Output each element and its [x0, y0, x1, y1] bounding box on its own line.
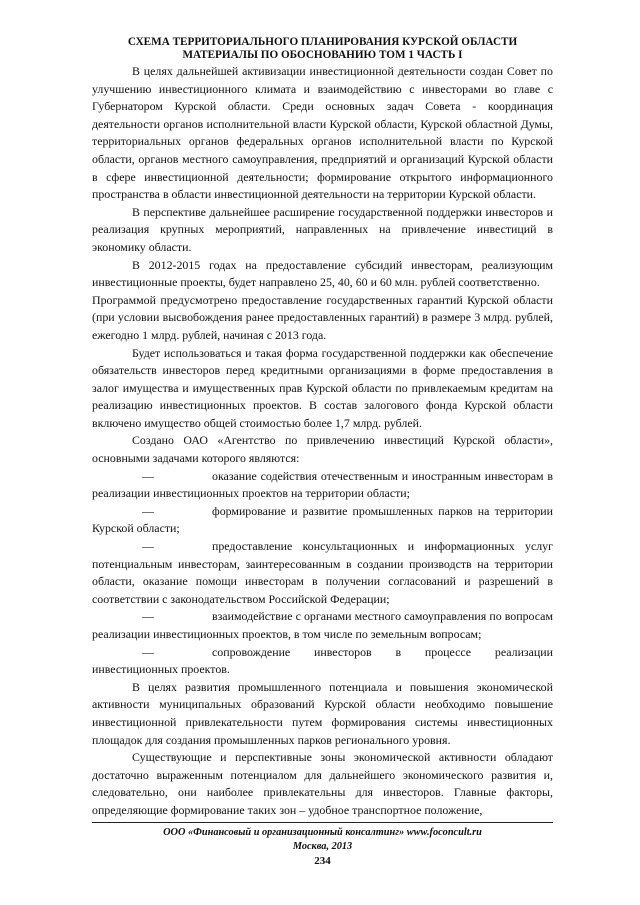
page-number: 234 — [314, 855, 331, 867]
header-title: СХЕМА ТЕРРИТОРИАЛЬНОГО ПЛАНИРОВАНИЯ КУРСКОЙ ОБЛАСТИ — [127, 36, 518, 48]
document-footer — [92, 826, 553, 853]
header-subtitle: МАТЕРИАЛЫ ПО ОБОСНОВАНИЮ ТОМ 1 ЧАСТЬ I — [182, 49, 463, 61]
list-dash: — — [142, 644, 154, 659]
paragraph-council: В целях дальнейшей активизации инвестиционной деятельности создан Совет по улучшению инвестиционного климата и взаимодействию с инвесторами во главе с Губернатором Курской области. Среди основных задач Совета - координация деятельности органов исполнительной власти Курской области, Курской областной Думы, территориальных органов федеральных органов исполнительной власти по Курской области, органов местного самоуправления, предприятий и организаций Курской области в сфере инвестиционной деятельности; формирование открытого информационного пространства в области инвестиционной деятельности на территории Курской области. — [92, 64, 553, 202]
list-item — [92, 538, 553, 608]
paragraph-collateral: Будет использоваться и такая форма государственной поддержки как обеспечение обязательств инвесторов перед кредитными организациями в форме предоставления в залог имущества и имущественных прав Курской области по привлекаемым кредитам на реализацию инвестиционных проектов. В состав залогового фонда Курской области включено имущество общей стоимостью более 1,7 млрд. рублей. — [92, 345, 553, 430]
list-item — [92, 468, 553, 503]
list-item-text: взаимодействие с органами местного самоуправления по вопросам реализации инвестиционных проектов, в том числе по земельным вопросам; — [92, 609, 553, 641]
paragraph-agency: Создано ОАО «Агентство по привлечению инвестиций Курской области», основными задачами которого являются: — [92, 433, 553, 466]
list-dash: — — [142, 539, 154, 554]
list-item-text: формирование и развитие промышленных парков на территории Курской области; — [92, 503, 553, 536]
list-dash: — — [142, 468, 154, 483]
list-item — [92, 503, 553, 538]
paragraph-industrial-potential: В целях развития промышленного потенциала и повышения экономической активности муниципальных образований Курской области необходимо повышение инвестиционной привлекательности путем формирования системы инвестиционных площадок для создания промышленных парков регионального уровня. — [92, 679, 553, 747]
footer-company: ООО «Финансовый и организационный консалтинг» www.foconcult.ru — [163, 827, 482, 838]
footer-divider — [92, 822, 553, 823]
paragraph-subsidies: В 2012-2015 годах на предоставление субсидий инвесторам, реализующим инвестиционные проекты, будет направлено 25, 40, 60 и 60 млн. рублей соответственно. — [92, 257, 553, 290]
list-dash: — — [142, 609, 154, 624]
list-item-text: сопровождение инвесторов в процессе реализации инвестиционных проектов. — [92, 644, 553, 677]
paragraph-support: В перспективе дальнейшее расширение государственной поддержки инвесторов и реализация крупных мероприятий, направленных на привлечение инвестиций в экономику области. — [92, 204, 553, 254]
list-dash: — — [142, 503, 154, 518]
list-item — [92, 608, 553, 643]
list-item-text: оказание содействия отечественным и иностранным инвесторам в реализации инвестиционных проектов на территории области; — [92, 468, 553, 501]
list-item — [92, 644, 553, 679]
paragraph-economic-zones: Существующие и перспективные зоны экономической активности обладают достаточно выраженным потенциалом для дальнейшего экономического развития и, следовательно, они наиболее привлекательны для инвесторов. Главные факторы, определяющие формирование таких зон – удобное транспортное положение, — [92, 750, 553, 817]
document-header — [92, 36, 553, 62]
list-item-text: предоставление консультационных и информационных услуг потенциальным инвесторам, заинтересованным в создании производств на территории области, оказание помощи инвесторам в получении согласований и разрешений в соответствии с законодательством Российской Федерации; — [92, 539, 553, 606]
footer-city-year: Москва, 2013 — [292, 840, 353, 852]
paragraph-guarantees: Программой предусмотрено предоставление государственных гарантий Курской области (при условии высвобождения ранее предоставленных гарантий) в размере 3 млрд. рублей, ежегодно 1 млрд. рублей, начиная с 2013 года. — [92, 292, 553, 342]
document-body — [92, 63, 553, 820]
